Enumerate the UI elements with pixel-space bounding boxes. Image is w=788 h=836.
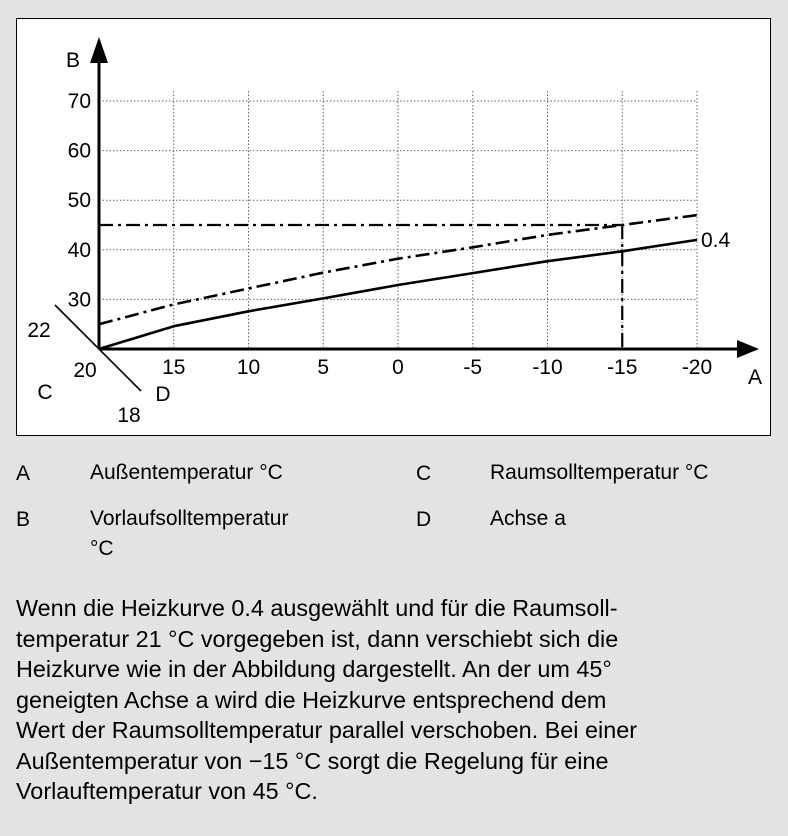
x-axis-arrow [737, 340, 759, 358]
caption-line: geneigten Achse a wird die Heizkurve entsprechend dem [16, 686, 607, 713]
x-tick-label: -20 [681, 356, 713, 379]
y-axis-label: B [65, 49, 81, 72]
x-tick-label: -10 [532, 356, 563, 379]
x-tick-label: 10 [236, 356, 261, 379]
x-tick-label: 5 [317, 356, 330, 379]
x-tick-label: 20 [73, 359, 97, 382]
y-tick-label: 40 [67, 238, 91, 262]
axis-a-label-c: C [37, 381, 53, 404]
caption-line: Wert der Raumsolltemperatur parallel verschoben. Bei einer [16, 717, 638, 743]
axis-a-value-c: 22 [27, 319, 51, 342]
caption-line: Heizkurve wie in der Abbildung dargestellt. An der um 45° [16, 656, 612, 682]
caption-line: Außentemperatur von −15 °C sorgt die Regelung für eine [16, 747, 609, 774]
x-axis-label: A [747, 366, 763, 389]
legend-text-d: Achse a [490, 507, 566, 530]
chart-frame [16, 18, 771, 436]
legend-key-a: A [16, 462, 31, 485]
y-tick-label: 70 [67, 90, 91, 113]
legend-key-b: B [16, 508, 31, 531]
legend-text-b-unit: °C [90, 537, 114, 560]
caption-line: Wenn die Heizkurve 0.4 ausgewählt und für die Raumsoll- [16, 595, 618, 621]
y-tick-label: 30 [67, 288, 91, 312]
caption-line: temperatur 21 °C vorgegeben ist, dann verschiebt sich die [16, 625, 619, 652]
legend [16, 452, 776, 570]
legend-text-c: Raumsolltemperatur °C [490, 461, 709, 484]
axis-a-value-d: 18 [117, 404, 141, 427]
legend-text-b: Vorlaufsolltemperatur [90, 507, 289, 530]
x-tick-label: 15 [162, 356, 186, 379]
caption-line: Vorlauftemperatur von 45 °C. [16, 778, 318, 804]
y-axis-arrow [90, 37, 108, 63]
legend-text-a: Außentemperatur °C [90, 461, 283, 484]
x-tick-label: -15 [607, 356, 638, 379]
legend-key-d: D [416, 508, 432, 531]
legend-key-c: C [416, 462, 432, 485]
heating-curve-chart [17, 19, 772, 437]
y-tick-label: 60 [67, 139, 91, 163]
x-tick-label: -5 [463, 356, 483, 379]
series-label: 0.4 [701, 228, 731, 252]
y-tick-label: 50 [67, 189, 91, 213]
x-tick-label: 0 [392, 356, 404, 379]
caption [16, 593, 776, 807]
axis-a-label-d: D [155, 383, 171, 406]
